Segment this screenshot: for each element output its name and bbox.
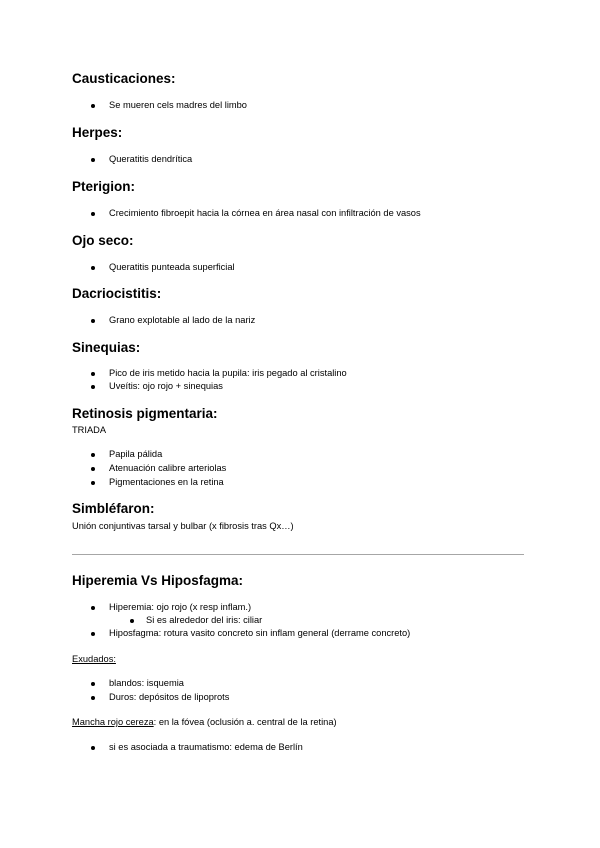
list-item: si es asociada a traumatismo: edema de Berlín <box>109 742 303 752</box>
list-item: blandos: isquemia <box>109 678 184 688</box>
list-item: Hiperemia: ojo rojo (x resp inflam.) <box>109 602 252 612</box>
sub-list-item: Si es alrededor del iris: ciliar <box>146 615 263 625</box>
heading-retinosis-pigmentaria: Retinosis pigmentaria: <box>72 406 218 421</box>
bullet-dot <box>91 682 95 686</box>
bullet-dot <box>91 385 95 389</box>
bullet-dot <box>91 453 95 457</box>
heading-pterigion: Pterigion: <box>72 179 135 194</box>
bullet-dot <box>91 104 95 108</box>
mancha-text: : en la fóvea (oclusión a. central de la retina) <box>153 717 337 727</box>
bullet-dot <box>91 158 95 162</box>
label-exudados: Exudados: <box>72 654 116 664</box>
bullet-dot <box>91 372 95 376</box>
bullet-dot <box>130 619 134 623</box>
bullet-dot <box>91 467 95 471</box>
heading-simblefaron: Simbléfaron: <box>72 501 155 516</box>
list-item: Atenuación calibre arteriolas <box>109 463 227 473</box>
horizontal-divider <box>72 554 524 555</box>
heading-dacriocistitis: Dacriocistitis: <box>72 286 162 301</box>
list-item: Queratitis punteada superficial <box>109 262 235 272</box>
list-item: Duros: depósitos de lipoprots <box>109 692 230 702</box>
list-item: Queratitis dendrítica <box>109 154 193 164</box>
bullet-dot <box>91 481 95 485</box>
list-item: Papila pálida <box>109 449 163 459</box>
list-item: Hiposfagma: rotura vasito concreto sin inflam general (derrame concreto) <box>109 628 411 638</box>
bullet-dot <box>91 746 95 750</box>
list-item: Uveítis: ojo rojo + sinequias <box>109 381 223 391</box>
heading-hiperemia-vs-hiposfagma: Hiperemia Vs Hiposfagma: <box>72 573 244 588</box>
subtitle-triada: TRIADA <box>72 425 107 435</box>
paragraph-simblefaron: Unión conjuntivas tarsal y bulbar (x fibrosis tras Qx…) <box>72 521 294 531</box>
list-item: Pico de iris metido hacia la pupila: iris pegado al cristalino <box>109 368 347 378</box>
bullet-dot <box>91 319 95 323</box>
heading-sinequias: Sinequias: <box>72 340 141 355</box>
bullet-dot <box>91 266 95 270</box>
label-mancha-rojo-cereza: Mancha rojo cereza <box>72 717 154 727</box>
list-item: Crecimiento fibroepit hacia la córnea en área nasal con infiltración de vasos <box>109 208 421 218</box>
bullet-dot <box>91 632 95 636</box>
list-item: Grano explotable al lado de la nariz <box>109 315 256 325</box>
bullet-dot <box>91 212 95 216</box>
bullet-dot <box>91 606 95 610</box>
paragraph-mancha-rojo-cereza <box>72 717 337 727</box>
bullet-dot <box>91 696 95 700</box>
heading-causticaciones: Causticaciones: <box>72 71 176 86</box>
list-item: Pigmentaciones en la retina <box>109 477 224 487</box>
heading-herpes: Herpes: <box>72 125 123 140</box>
list-item: Se mueren cels madres del limbo <box>109 100 247 110</box>
heading-ojo-seco: Ojo seco: <box>72 233 134 248</box>
